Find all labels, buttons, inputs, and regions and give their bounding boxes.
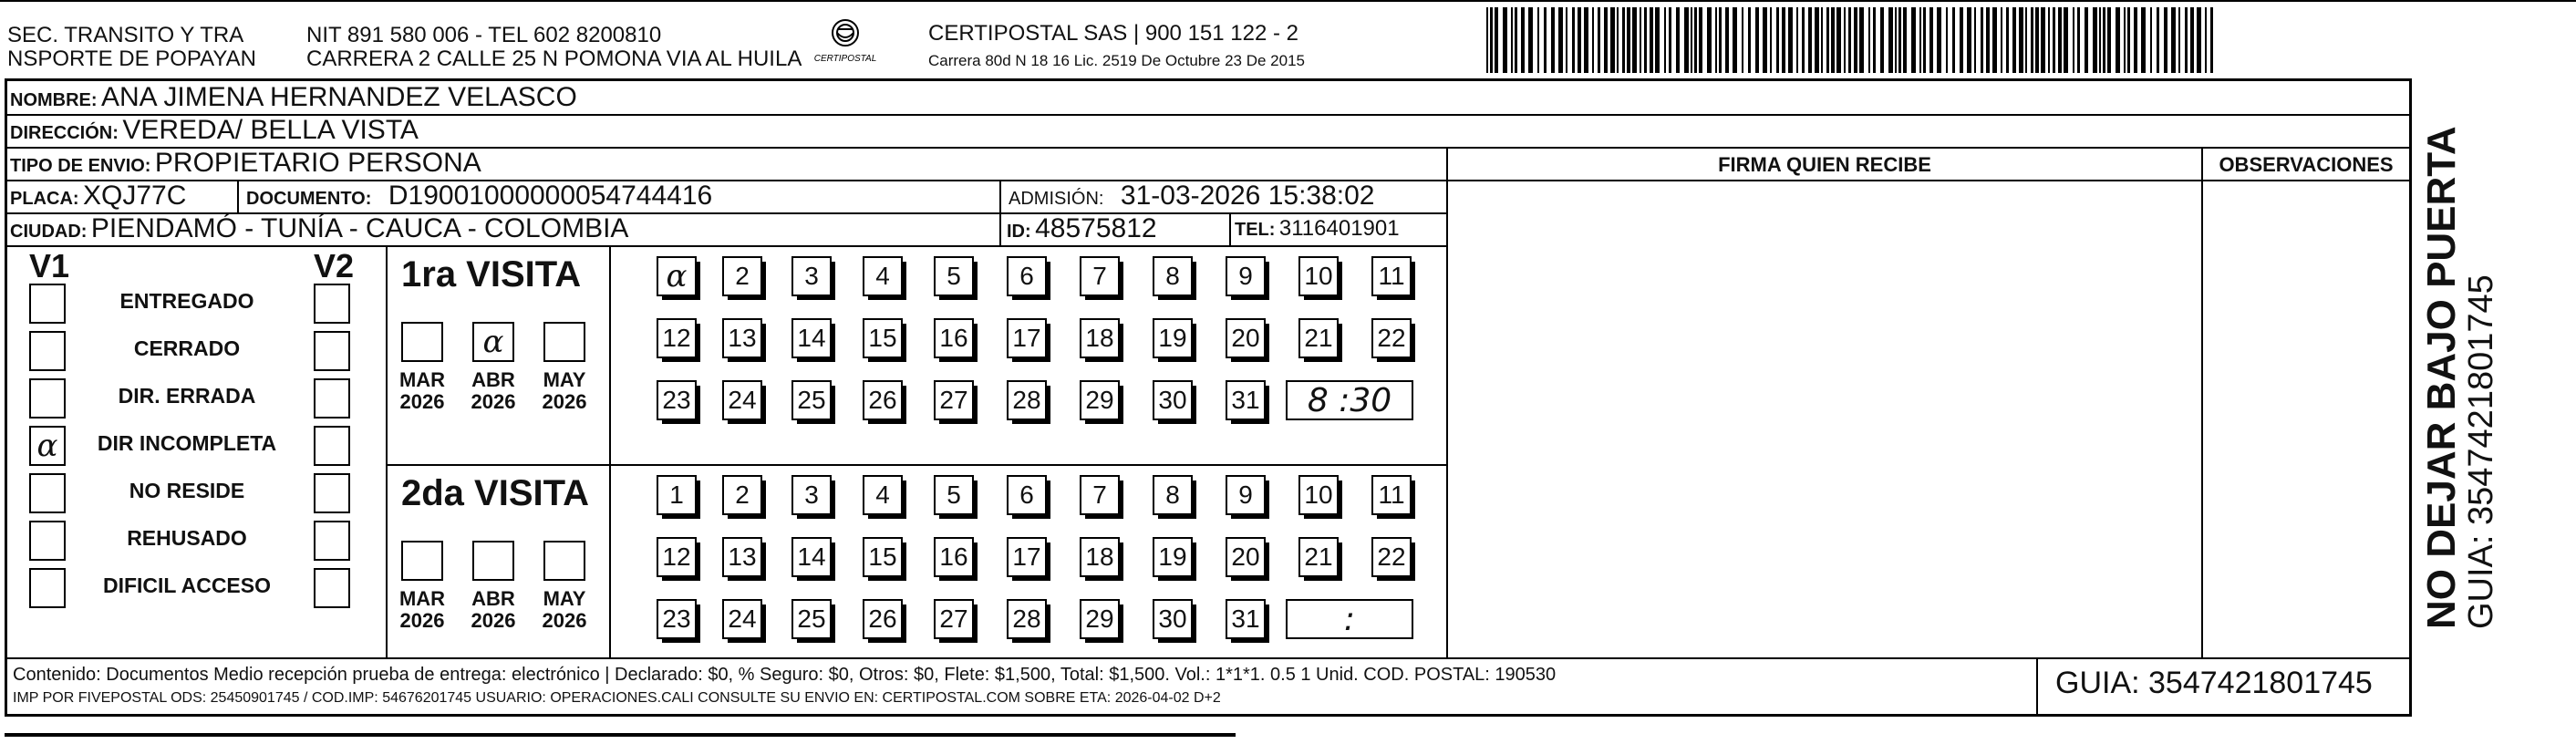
no-dejar-bajo-puerta-text: NO DEJAR BAJO PUERTA xyxy=(2419,126,2464,629)
day-box[interactable] xyxy=(1226,537,1266,577)
id-field xyxy=(1007,213,1157,249)
section-divider xyxy=(609,245,611,657)
day-number: 6 xyxy=(1019,480,1034,509)
day-box[interactable] xyxy=(1007,599,1047,639)
receipt-frame xyxy=(5,78,2412,717)
v1-checkbox[interactable] xyxy=(29,568,66,608)
tel-field xyxy=(1235,213,1400,247)
nombre-label: NOMBRE: xyxy=(10,90,98,110)
v2-checkbox[interactable] xyxy=(314,426,350,466)
day-number: 22 xyxy=(1377,324,1406,352)
day-number: 18 xyxy=(1085,324,1114,352)
day-box[interactable] xyxy=(863,599,903,639)
day-number: 19 xyxy=(1158,324,1187,352)
cell-divider xyxy=(999,180,1001,245)
day-box[interactable] xyxy=(722,380,762,420)
day-box[interactable] xyxy=(1153,380,1193,420)
section-divider xyxy=(386,245,388,657)
cell-divider xyxy=(1229,212,1231,245)
day-number: 13 xyxy=(728,324,757,352)
status-label: ENTREGADO xyxy=(119,289,254,313)
barcode xyxy=(1486,7,2216,73)
status-label: DIR. ERRADA xyxy=(118,384,256,408)
day-box[interactable] xyxy=(934,599,974,639)
tel-value: 3116401901 xyxy=(1278,216,1400,241)
guia-number: GUIA: 3547421801745 xyxy=(2055,666,2373,700)
footer-cell-divider xyxy=(2036,657,2038,714)
month-name: MAR xyxy=(398,587,446,610)
visit-time-box[interactable]: 8 :30 xyxy=(1286,380,1413,420)
day-number: 20 xyxy=(1231,542,1260,571)
month-year: 2026 xyxy=(399,390,445,413)
day-box[interactable] xyxy=(1007,256,1047,296)
status-label: DIR INCOMPLETA xyxy=(97,431,277,455)
day-box[interactable] xyxy=(1298,537,1339,577)
firma-header: FIRMA QUIEN RECIBE xyxy=(1718,153,1931,176)
day-number: 13 xyxy=(728,542,757,571)
day-number: 9 xyxy=(1238,480,1253,509)
direccion-field xyxy=(10,115,419,150)
footer-divider xyxy=(7,657,2409,659)
month-checkbox[interactable] xyxy=(543,541,585,581)
day-number: 30 xyxy=(1158,386,1187,414)
day-number: 1 xyxy=(669,480,684,509)
day-box[interactable] xyxy=(1371,537,1412,577)
day-number: 16 xyxy=(939,542,968,571)
day-box[interactable] xyxy=(1080,599,1120,639)
visit-title: 1ra VISITA xyxy=(401,254,582,294)
day-number: 14 xyxy=(797,324,826,352)
day-box[interactable] xyxy=(657,475,697,515)
status-label: REHUSADO xyxy=(127,526,247,550)
month-checkbox[interactable] xyxy=(472,541,514,581)
day-number: 11 xyxy=(1378,480,1405,509)
day-box[interactable] xyxy=(1371,318,1412,358)
day-number: 29 xyxy=(1085,604,1114,633)
day-box[interactable] xyxy=(1226,599,1266,639)
day-box[interactable] xyxy=(722,318,762,358)
day-number: 9 xyxy=(1238,262,1253,290)
day-number: 20 xyxy=(1231,324,1260,352)
day-box[interactable] xyxy=(1007,537,1047,577)
v1-checkbox[interactable] xyxy=(29,378,66,418)
month-label xyxy=(466,588,521,632)
day-number: 3 xyxy=(804,480,819,509)
cell-divider xyxy=(237,180,239,212)
day-box[interactable] xyxy=(1153,599,1193,639)
day-number: 5 xyxy=(947,480,961,509)
day-number: 30 xyxy=(1158,604,1187,633)
day-number: 15 xyxy=(868,324,897,352)
v1-checkbox[interactable] xyxy=(29,284,66,324)
v1-checkbox[interactable] xyxy=(29,473,66,513)
day-box[interactable] xyxy=(1226,475,1266,515)
day-box[interactable] xyxy=(791,537,832,577)
top-border xyxy=(0,0,2576,2)
tipo-envio-value: PROPIETARIO PERSONA xyxy=(154,148,481,178)
month-year: 2026 xyxy=(542,390,587,413)
id-label: ID: xyxy=(1007,222,1031,242)
day-number: 4 xyxy=(875,480,890,509)
day-box[interactable] xyxy=(1371,256,1412,296)
day-box[interactable] xyxy=(1007,380,1047,420)
v2-checkbox[interactable] xyxy=(314,284,350,324)
day-box[interactable] xyxy=(722,537,762,577)
day-number: 11 xyxy=(1378,262,1405,290)
sender-line-2: NSPORTE DE POPAYAN xyxy=(7,46,256,71)
documento-field xyxy=(246,181,712,216)
svg-text:CERTIPOSTAL: CERTIPOSTAL xyxy=(813,54,877,64)
day-box[interactable] xyxy=(791,475,832,515)
day-box[interactable] xyxy=(657,599,697,639)
day-box[interactable] xyxy=(863,475,903,515)
side-guia-text: GUIA: 3547421801745 xyxy=(2462,274,2500,629)
day-number: 10 xyxy=(1304,480,1333,509)
placa-field xyxy=(10,181,186,216)
day-number: 7 xyxy=(1092,480,1107,509)
day-number: 14 xyxy=(797,542,826,571)
month-year: 2026 xyxy=(542,609,587,632)
month-name: MAR xyxy=(398,368,446,391)
day-number: 16 xyxy=(939,324,968,352)
day-box[interactable] xyxy=(657,380,697,420)
day-number: 31 xyxy=(1231,386,1260,414)
day-box[interactable] xyxy=(722,475,762,515)
day-number: 19 xyxy=(1158,542,1187,571)
day-number: 27 xyxy=(939,386,968,414)
day-box[interactable] xyxy=(934,380,974,420)
day-box[interactable] xyxy=(1298,318,1339,358)
observaciones-header: OBSERVACIONES xyxy=(2219,153,2394,176)
v1-checkbox[interactable] xyxy=(29,331,66,371)
day-number: 27 xyxy=(939,604,968,633)
day-box[interactable] xyxy=(657,256,697,296)
admision-label: ADMISIÓN: xyxy=(1009,189,1104,209)
day-number: 5 xyxy=(947,262,961,290)
day-box[interactable] xyxy=(791,318,832,358)
placa-value: XQJ77C xyxy=(83,181,187,211)
day-box[interactable] xyxy=(1080,537,1120,577)
documento-label: DOCUMENTO: xyxy=(246,189,372,209)
visit-title: 2da VISITA xyxy=(401,473,589,513)
month-checkbox[interactable] xyxy=(543,322,585,362)
month-name: MAY xyxy=(543,368,586,391)
admision-value: 31-03-2026 15:38:02 xyxy=(1120,181,1375,211)
nombre-field xyxy=(10,82,577,118)
day-box[interactable] xyxy=(1080,318,1120,358)
day-box[interactable] xyxy=(1153,256,1193,296)
day-number: 25 xyxy=(797,604,826,633)
direccion-value: VEREDA/ BELLA VISTA xyxy=(122,115,419,145)
day-box[interactable] xyxy=(1007,318,1047,358)
day-box[interactable] xyxy=(1226,318,1266,358)
day-number: 21 xyxy=(1304,324,1333,352)
v2-checkbox[interactable] xyxy=(314,568,350,608)
v1-checkbox[interactable]: α xyxy=(29,426,66,466)
day-box[interactable] xyxy=(863,537,903,577)
day-box[interactable] xyxy=(934,318,974,358)
month-checkbox[interactable]: α xyxy=(472,322,514,362)
month-year: 2026 xyxy=(471,390,516,413)
month-label xyxy=(537,369,592,413)
tipo-envio-label: TIPO DE ENVIO: xyxy=(10,156,151,176)
day-number: 12 xyxy=(662,324,691,352)
documento-value: D19001000000054744416 xyxy=(388,181,713,211)
day-number: 6 xyxy=(1019,262,1034,290)
day-number: 8 xyxy=(1165,480,1180,509)
day-box[interactable] xyxy=(1080,475,1120,515)
month-name: ABR xyxy=(471,368,515,391)
v2-header: V2 xyxy=(314,247,355,284)
month-name: MAY xyxy=(543,587,586,610)
company-address: Carrera 80d N 18 16 Lic. 2519 De Octubre 23 De 2015 xyxy=(928,52,1305,69)
day-box[interactable] xyxy=(863,318,903,358)
v1-header: V1 xyxy=(29,247,70,284)
day-box[interactable] xyxy=(1080,380,1120,420)
day-number: 2 xyxy=(735,480,750,509)
day-number: 22 xyxy=(1377,542,1406,571)
v1-checkbox[interactable] xyxy=(29,521,66,561)
day-box[interactable] xyxy=(657,537,697,577)
day-number: 4 xyxy=(875,262,890,290)
id-value: 48575812 xyxy=(1035,213,1157,243)
day-box[interactable] xyxy=(1007,475,1047,515)
day-number: 29 xyxy=(1085,386,1114,414)
month-label xyxy=(466,369,521,413)
day-number: 28 xyxy=(1012,604,1041,633)
month-checkbox[interactable] xyxy=(401,541,443,581)
company-line: CERTIPOSTAL SAS | 900 151 122 - 2 xyxy=(928,21,1298,46)
day-number: 2 xyxy=(735,262,750,290)
day-number: 17 xyxy=(1012,324,1041,352)
tel-label: TEL: xyxy=(1235,220,1276,240)
status-label: NO RESIDE xyxy=(129,479,245,502)
day-number: 24 xyxy=(728,386,757,414)
month-label xyxy=(395,588,450,632)
day-box[interactable] xyxy=(722,256,762,296)
imp-line: IMP POR FIVEPOSTAL ODS: 25450901745 / COD.IMP: 54676201745 USUARIO: OPERACIONES.CALI CONSULTE SU ENVIO EN: CERTIPOSTAL.COM SOBRE ETA: 2026-04-02 D+2 xyxy=(13,690,1221,706)
day-number: 25 xyxy=(797,386,826,414)
nit-line: NIT 891 580 006 - TEL 602 8200810 xyxy=(306,23,662,47)
nombre-value: ANA JIMENA HERNANDEZ VELASCO xyxy=(101,82,577,112)
day-number: 12 xyxy=(662,542,691,571)
day-box[interactable] xyxy=(657,318,697,358)
day-box[interactable] xyxy=(1298,475,1339,515)
day-mark: α xyxy=(666,258,688,294)
month-label xyxy=(395,369,450,413)
placa-label: PLACA: xyxy=(10,189,79,209)
ciudad-value: PIENDAMÓ - TUNÍA - CAUCA - COLOMBIA xyxy=(90,213,629,243)
day-number: 15 xyxy=(868,542,897,571)
day-number: 8 xyxy=(1165,262,1180,290)
day-box[interactable] xyxy=(791,256,832,296)
day-box[interactable] xyxy=(1153,537,1193,577)
day-number: 17 xyxy=(1012,542,1041,571)
day-box[interactable] xyxy=(863,256,903,296)
sender-address: CARRERA 2 CALLE 25 N POMONA VIA AL HUILA xyxy=(306,46,802,71)
day-box[interactable] xyxy=(1153,318,1193,358)
day-number: 18 xyxy=(1085,542,1114,571)
v2-checkbox[interactable] xyxy=(314,331,350,371)
bottom-border xyxy=(5,733,1236,737)
day-number: 7 xyxy=(1092,262,1107,290)
visit-time-box[interactable]: : xyxy=(1286,599,1413,639)
day-box[interactable] xyxy=(934,475,974,515)
day-box[interactable] xyxy=(791,599,832,639)
day-box[interactable] xyxy=(934,537,974,577)
day-number: 24 xyxy=(728,604,757,633)
day-box[interactable] xyxy=(1226,256,1266,296)
ciudad-field xyxy=(10,213,628,249)
day-number: 3 xyxy=(804,262,819,290)
certipostal-logo xyxy=(807,16,884,66)
tipo-envio-field xyxy=(10,148,481,183)
day-number: 21 xyxy=(1304,542,1333,571)
day-box[interactable] xyxy=(1226,380,1266,420)
day-number: 10 xyxy=(1304,262,1333,290)
day-number: 26 xyxy=(868,604,897,633)
v2-checkbox[interactable] xyxy=(314,473,350,513)
v2-checkbox[interactable] xyxy=(314,378,350,418)
side-warning xyxy=(2421,126,2499,629)
day-box[interactable] xyxy=(1371,475,1412,515)
day-box[interactable] xyxy=(934,256,974,296)
direccion-label: DIRECCIÓN: xyxy=(10,123,119,143)
column-divider xyxy=(1446,147,1448,657)
column-divider xyxy=(2201,147,2203,657)
day-number: 23 xyxy=(662,604,691,633)
day-box[interactable] xyxy=(1298,256,1339,296)
v2-checkbox[interactable] xyxy=(314,521,350,561)
month-label xyxy=(537,588,592,632)
visit-divider xyxy=(386,464,1446,466)
month-name: ABR xyxy=(471,587,515,610)
day-number: 31 xyxy=(1231,604,1260,633)
month-year: 2026 xyxy=(471,609,516,632)
sender-line-1: SEC. TRANSITO Y TRA xyxy=(7,23,244,47)
month-checkbox[interactable] xyxy=(401,322,443,362)
admision-field xyxy=(1009,181,1374,216)
day-box[interactable] xyxy=(1153,475,1193,515)
month-year: 2026 xyxy=(399,609,445,632)
day-box[interactable] xyxy=(791,380,832,420)
day-number: 26 xyxy=(868,386,897,414)
day-number: 23 xyxy=(662,386,691,414)
content-line: Contenido: Documentos Medio recepción prueba de entrega: electrónico | Declarado: $0, % Seguro: $0, Otros: $0, Flete: $1,500, Total: $1,500. Vol.: 1*1*1. 0.5 1 Unid. COD. POSTAL: 190530 xyxy=(13,665,1557,685)
day-box[interactable] xyxy=(863,380,903,420)
day-number: 28 xyxy=(1012,386,1041,414)
status-label: DIFICIL ACCESO xyxy=(102,574,271,597)
status-label: CERRADO xyxy=(133,336,241,360)
day-box[interactable] xyxy=(722,599,762,639)
day-box[interactable] xyxy=(1080,256,1120,296)
ciudad-label: CIUDAD: xyxy=(10,222,88,242)
